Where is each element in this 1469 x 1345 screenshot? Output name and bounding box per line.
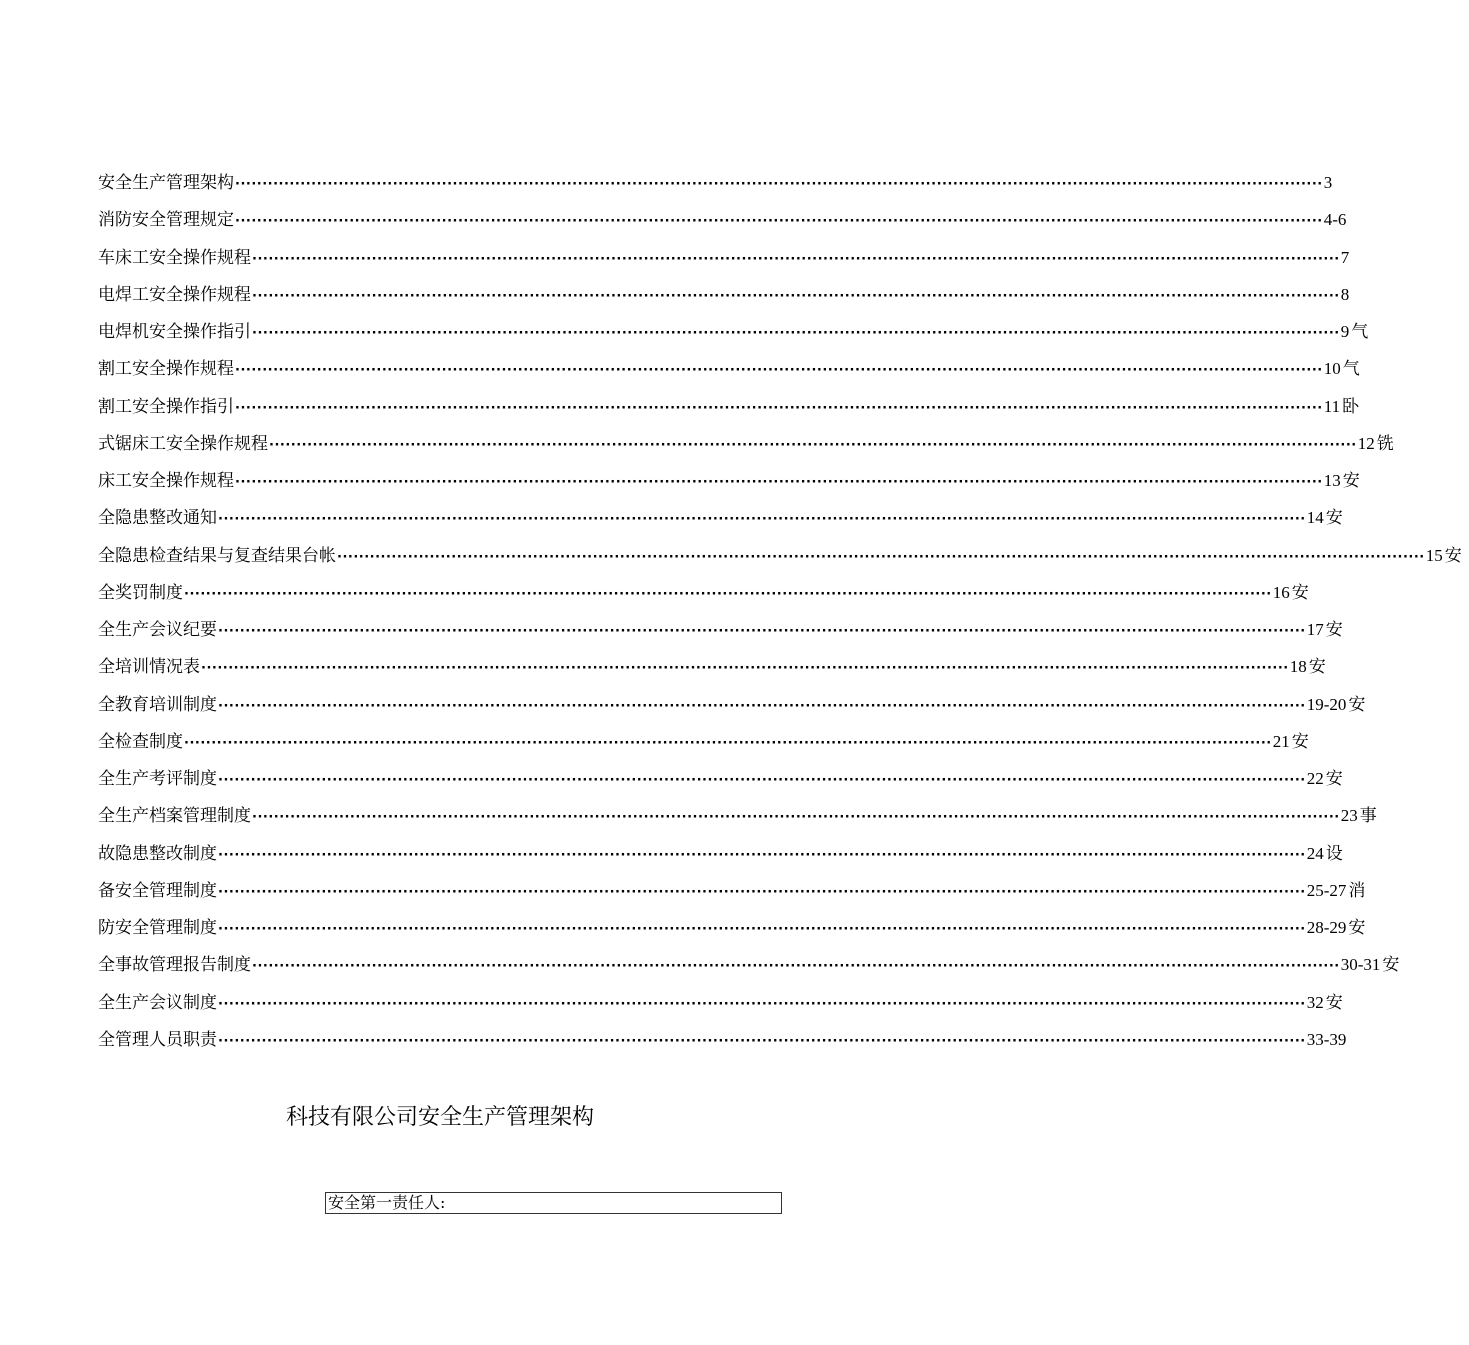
toc-entry[interactable] — [98, 280, 1350, 317]
toc-leader-dots: ········································································································································································································ — [235, 214, 1323, 230]
toc-entry[interactable] — [98, 578, 1309, 615]
toc-entry-tail: 气 — [1351, 322, 1369, 342]
toc-entry-label: 防安全管理制度 — [98, 918, 217, 938]
toc-entry-page: 23 — [1340, 806, 1358, 826]
toc-entry-page: 28-29 — [1306, 918, 1347, 937]
toc-entry-label: 全事故管理报告制度 — [98, 955, 251, 976]
toc-leader-dots: ········································································································································································································ — [252, 288, 1340, 304]
toc-entry-tail: 安 — [1325, 620, 1343, 640]
toc-entry-label: 割工安全操作指引 — [98, 396, 234, 417]
toc-leader-dots: ········································································································································································································ — [184, 586, 1272, 602]
toc-entry[interactable] — [98, 839, 1343, 876]
toc-entry-tail: 消 — [1348, 880, 1366, 901]
toc-leader-dots: ········································································································································································································ — [201, 661, 1289, 677]
toc-entry-page: 17 — [1306, 620, 1324, 639]
toc-entry-page: 12 — [1357, 433, 1375, 453]
toc-entry[interactable] — [98, 876, 1366, 913]
toc-entry-label: 全管理人员职责 — [98, 1029, 217, 1050]
toc-entry[interactable] — [98, 615, 1343, 652]
toc-entry[interactable] — [98, 243, 1350, 280]
toc-entry-label: 车床工安全操作规程 — [98, 247, 251, 268]
toc-entry-page: 3 — [1323, 173, 1333, 192]
toc-entry[interactable] — [98, 541, 1462, 578]
toc-entry[interactable] — [98, 764, 1343, 801]
toc-leader-dots: ········································································································································································································ — [252, 326, 1340, 341]
toc-entry-tail: 安 — [1325, 769, 1343, 789]
toc-leader-dots: ········································································································································································································ — [235, 363, 1323, 379]
toc-entry-page: 30-31 — [1340, 955, 1381, 975]
toc-entry[interactable] — [98, 1025, 1347, 1062]
toc-entry-label: 全奖罚制度 — [98, 582, 183, 603]
toc-entry-page: 18 — [1289, 657, 1307, 677]
toc-entry-page: 7 — [1340, 247, 1350, 267]
toc-leader-dots: ········································································································································································································ — [218, 512, 1306, 528]
toc-entry-tail: 安 — [1382, 955, 1400, 976]
toc-entry[interactable] — [98, 466, 1360, 503]
toc-entry-label: 全生产考评制度 — [98, 769, 217, 789]
toc-entry-tail: 卧 — [1342, 396, 1360, 417]
toc-entry-label: 式锯床工安全操作规程 — [98, 433, 268, 454]
toc-entry-page: 4-6 — [1323, 210, 1347, 230]
toc-entry-page: 16 — [1272, 582, 1290, 602]
toc-entry-page: 19-20 — [1306, 694, 1347, 714]
toc-entry-label: 全检查制度 — [98, 731, 183, 752]
toc-entry-page: 11 — [1323, 396, 1341, 416]
toc-entry-tail: 安 — [1348, 694, 1366, 715]
toc-entry-tail: 安 — [1342, 471, 1360, 491]
toc-leader-dots: ········································································································································································································ — [252, 810, 1340, 826]
toc-entry[interactable] — [98, 950, 1400, 987]
toc-entry[interactable] — [98, 205, 1347, 242]
toc-leader-dots: ········································································································································································································ — [235, 177, 1323, 192]
toc-leader-dots: ········································································································································································································ — [252, 959, 1340, 975]
toc-entry[interactable] — [98, 429, 1394, 466]
toc-entry-page: 32 — [1306, 992, 1324, 1012]
toc-entry-label: 故隐患整改制度 — [98, 843, 217, 864]
toc-entry[interactable] — [98, 988, 1343, 1025]
toc-entry-page: 25-27 — [1306, 880, 1347, 900]
toc-entry-page: 15 — [1425, 545, 1443, 565]
toc-leader-dots: ········································································································································································································ — [235, 400, 1323, 416]
toc-leader-dots: ········································································································································································································ — [218, 624, 1306, 639]
toc-entry-label: 全隐患检查结果与复查结果台帐 — [98, 545, 336, 566]
org-chart-title: 科技有限公司安全生产管理架构 — [285, 1105, 594, 1130]
toc-entry-page: 33-39 — [1306, 1029, 1347, 1049]
toc-entry-label: 全生产会议纪要 — [98, 620, 217, 640]
toc-entry-tail: 事 — [1359, 806, 1377, 827]
toc-entry-tail: 铣 — [1376, 433, 1394, 454]
toc-entry-page: 24 — [1306, 843, 1324, 863]
toc-entry[interactable] — [98, 317, 1369, 354]
toc-entry[interactable] — [98, 727, 1309, 764]
toc-entry-page: 8 — [1340, 284, 1350, 304]
toc-entry-tail: 安 — [1308, 657, 1326, 678]
toc-leader-dots: ········································································································································································································ — [218, 996, 1306, 1012]
toc-leader-dots: ········································································································································································································ — [252, 251, 1340, 267]
toc-entry[interactable] — [98, 354, 1360, 391]
toc-entry-page: 21 — [1272, 731, 1290, 751]
toc-entry-label: 床工安全操作规程 — [98, 471, 234, 491]
toc-leader-dots: ········································································································································································································ — [337, 549, 1425, 565]
toc-entry-page: 10 — [1323, 359, 1341, 379]
toc-entry-page: 13 — [1323, 471, 1341, 490]
toc-entry-label: 全培训情况表 — [98, 657, 200, 678]
toc-leader-dots: ········································································································································································································ — [269, 437, 1357, 453]
toc-entry[interactable] — [98, 503, 1343, 540]
toc-entry-tail: 安 — [1444, 545, 1462, 566]
toc-leader-dots: ········································································································································································································ — [218, 847, 1306, 863]
toc-entry[interactable] — [98, 801, 1377, 838]
toc-entry-tail: 安 — [1348, 918, 1366, 938]
toc-entry-label: 安全生产管理架构 — [98, 173, 234, 193]
toc-entry[interactable] — [98, 913, 1366, 950]
toc-entry-label: 全生产会议制度 — [98, 992, 217, 1013]
toc-leader-dots: ········································································································································································································ — [218, 922, 1306, 937]
toc-entry-label: 全隐患整改通知 — [98, 508, 217, 529]
toc-entry-label: 割工安全操作规程 — [98, 359, 234, 380]
toc-entry-label: 消防安全管理规定 — [98, 210, 234, 231]
toc-entry[interactable] — [98, 168, 1333, 205]
toc-entry-tail: 安 — [1291, 582, 1309, 603]
responsible-person-box: 安全第一责任人: — [325, 1192, 782, 1214]
toc-leader-dots: ········································································································································································································ — [235, 475, 1323, 490]
toc-entry-tail: 安 — [1291, 731, 1309, 752]
toc-leader-dots: ········································································································································································································ — [218, 884, 1306, 900]
toc-entry-page: 22 — [1306, 769, 1324, 788]
toc-leader-dots: ········································································································································································································ — [218, 773, 1306, 788]
toc-entry-tail: 安 — [1325, 508, 1343, 529]
toc-entry-label: 备安全管理制度 — [98, 880, 217, 901]
toc-entry-page: 9 — [1340, 322, 1350, 341]
toc-entry-label: 电焊工安全操作规程 — [98, 284, 251, 305]
toc-entry-label: 全教育培训制度 — [98, 694, 217, 715]
toc-entry[interactable] — [98, 690, 1366, 727]
toc-entry[interactable] — [98, 652, 1326, 689]
toc-leader-dots: ········································································································································································································ — [218, 1033, 1306, 1049]
table-of-contents — [98, 168, 1462, 1062]
toc-leader-dots: ········································································································································································································ — [218, 698, 1306, 714]
toc-entry-tail: 安 — [1325, 992, 1343, 1013]
toc-entry-page: 14 — [1306, 508, 1324, 528]
toc-entry[interactable] — [98, 392, 1360, 429]
toc-entry-tail: 气 — [1342, 359, 1360, 380]
toc-entry-label: 全生产档案管理制度 — [98, 806, 251, 827]
toc-entry-tail: 设 — [1325, 843, 1343, 864]
toc-leader-dots: ········································································································································································································ — [184, 735, 1272, 751]
toc-entry-label: 电焊机安全操作指引 — [98, 322, 251, 342]
